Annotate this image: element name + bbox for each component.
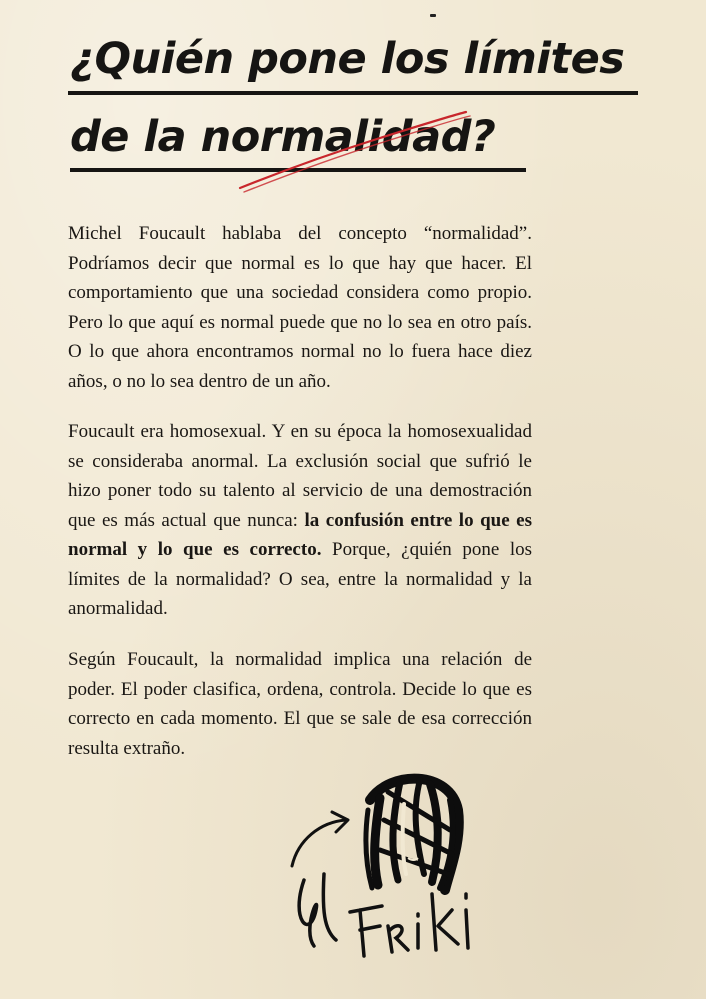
paragraph-2-bold: la confusión entre lo que es normal y lo que es correcto. [68,509,533,560]
paragraph-2-end: Porque, ¿quién pone los límites de la normalidad? O sea, entre la normalidad y la anormalidad. [68,539,532,619]
ink-dot [430,14,436,17]
title-line-2: de la normalidad? [70,112,496,162]
paragraph-poder: Según Foucault, la normalidad implica una relación de poder. El poder clasifica, ordena, controla. Decide lo que es correcto en cada momento. El que se sale de esa corrección resulta extraño. [68,649,532,759]
title-line-1: ¿Quién pone los límites [70,34,625,84]
paragraph-2-start: Foucault era homosexual. Y en su época la homosexualidad se consideraba anormal. La exclusión social que sufrió le hizo poner todo su talento al servicio de una demostración que es más actual que nunca: [68,421,532,531]
paragraph-foucault-homosexual [68,417,532,624]
title-underline-2 [70,168,526,172]
paragraph-normalidad: Michel Foucault hablaba del concepto “normalidad”. Podríamos decir que normal es lo que hay que hacer. El comportamiento que una sociedad considera como propio. Pero lo que aquí es normal puede que no lo sea en otro país. O lo que ahora encontramos normal no lo fuera hace diez años, o no lo sea dentro de un año. [68,223,532,392]
el-friki-signature-drawing [280,770,480,970]
title-underline-1 [68,91,638,95]
